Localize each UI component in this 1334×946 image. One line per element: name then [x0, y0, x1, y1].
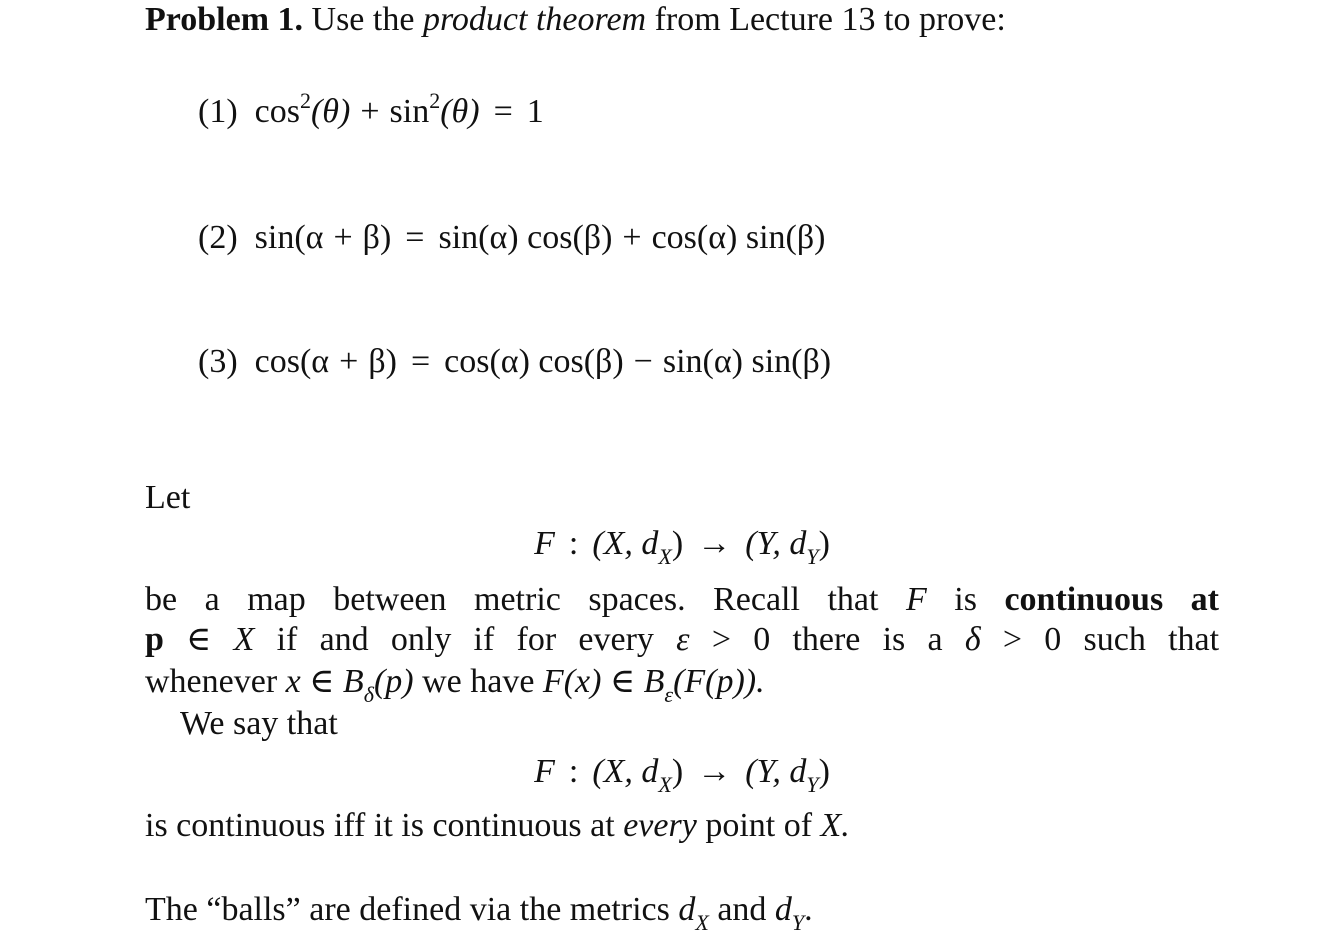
math-epsilon: ε: [676, 621, 690, 658]
math-B: B: [342, 663, 364, 700]
paragraph-2: [145, 806, 850, 846]
math-Fp: (F(p)).: [673, 663, 765, 700]
math-X: X: [233, 621, 255, 658]
math-x: x: [285, 663, 301, 700]
text: The “balls” are defined via the metrics: [145, 891, 670, 928]
map-domain: (X, d: [592, 525, 659, 562]
para1-line1: [145, 580, 1219, 620]
math-plus: +: [360, 93, 380, 130]
item-3: [198, 342, 831, 382]
map-domain-sub: X: [658, 543, 672, 569]
math-equals: =: [493, 93, 513, 130]
period: .: [804, 891, 813, 928]
text: we have: [422, 663, 535, 700]
math-in: ∈: [609, 663, 636, 700]
math-lhs-close: β): [368, 343, 397, 380]
math-theta: (θ): [310, 93, 351, 130]
every-emphasis: every: [623, 807, 697, 844]
math-p: (p): [373, 663, 414, 700]
text: and: [717, 891, 767, 928]
math-plus: +: [333, 219, 353, 256]
item-2: [198, 218, 825, 258]
map-domain-close: ): [671, 753, 684, 790]
map-F: F: [534, 525, 555, 562]
para1-line3: [145, 662, 1219, 707]
text: is: [954, 581, 977, 618]
map-colon: :: [568, 525, 579, 562]
item-1: [198, 87, 544, 132]
problem-statement: [145, 0, 1006, 40]
problem-label: Problem 1.: [145, 1, 304, 38]
math-exponent: 2: [429, 87, 441, 113]
math-rhs-term1: cos(α) cos(β): [444, 343, 624, 380]
map-codomain-close: ): [818, 525, 830, 562]
map-arrow: →: [697, 753, 732, 790]
math-one: 1: [526, 93, 544, 130]
text: whenever: [145, 663, 278, 700]
math-d-sub: X: [695, 909, 709, 935]
problem-text-before: Use the: [311, 1, 415, 38]
map-display-2: [145, 752, 1219, 797]
math-rhs-term2: cos(α) sin(β): [651, 219, 826, 256]
map-domain-close: ): [671, 525, 684, 562]
math-lhs-open: sin(α: [254, 219, 324, 256]
map-codomain-sub: Y: [806, 771, 819, 797]
math-rhs-term1: sin(α) cos(β): [438, 219, 613, 256]
math-in: ∈: [309, 663, 335, 700]
math-rhs-term2: sin(α) sin(β): [662, 343, 832, 380]
let-word: Let: [145, 479, 191, 516]
math-delta: δ: [964, 621, 981, 658]
text: be a map between metric spaces. Recall that: [145, 581, 879, 618]
text: > 0 such that: [1002, 621, 1220, 658]
map-codomain-sub: Y: [806, 543, 819, 569]
map-codomain-close: ): [818, 753, 830, 790]
text: if and only if for every: [276, 621, 654, 658]
map-codomain: (Y, d: [745, 525, 807, 562]
continuous-at-bold: continuous at: [1004, 581, 1220, 618]
math-sin: sin: [389, 93, 430, 130]
map-domain-sub: X: [658, 771, 672, 797]
map-codomain: (Y, d: [745, 753, 807, 790]
math-Fx: F(x): [542, 663, 602, 700]
map-domain: (X, d: [592, 753, 659, 790]
math-lhs-close: β): [362, 219, 392, 256]
math-F: F: [905, 581, 927, 618]
math-plus: +: [622, 219, 642, 256]
math-exponent: 2: [299, 87, 311, 113]
paragraph-3: [145, 890, 813, 935]
para1-line4: We say that: [180, 705, 338, 742]
math-d: d: [774, 891, 792, 928]
map-F: F: [534, 753, 555, 790]
map-arrow: →: [697, 525, 732, 562]
math-equals: =: [405, 219, 425, 256]
math-d-sub: Y: [791, 909, 805, 935]
product-theorem-emphasis: product theorem: [422, 1, 647, 38]
map-display-1: [145, 524, 1219, 569]
math-equals: =: [410, 343, 431, 380]
bold-p: p: [145, 621, 164, 658]
math-minus: −: [633, 343, 653, 380]
math-B-sub: δ: [363, 681, 374, 707]
problem-text-after: from Lecture 13 to prove:: [654, 1, 1006, 38]
math-d: d: [678, 891, 696, 928]
math-B: B: [643, 663, 665, 700]
para1-line2: [145, 620, 1219, 660]
item-number: (3): [198, 343, 238, 380]
math-in: ∈: [186, 621, 212, 658]
text: > 0 there is a: [711, 621, 943, 658]
text: is continuous iff it is continuous at: [145, 807, 615, 844]
item-number: (1): [198, 93, 238, 130]
math-X: X.: [820, 807, 850, 844]
math-B-sub: ε: [664, 681, 674, 707]
math-lhs-open: cos(α: [254, 343, 330, 380]
text: point of: [705, 807, 813, 844]
math-plus: +: [339, 343, 359, 380]
math-cos: cos: [254, 93, 300, 130]
math-theta: (θ): [440, 93, 480, 130]
map-colon: :: [568, 753, 579, 790]
item-number: (2): [198, 219, 238, 256]
